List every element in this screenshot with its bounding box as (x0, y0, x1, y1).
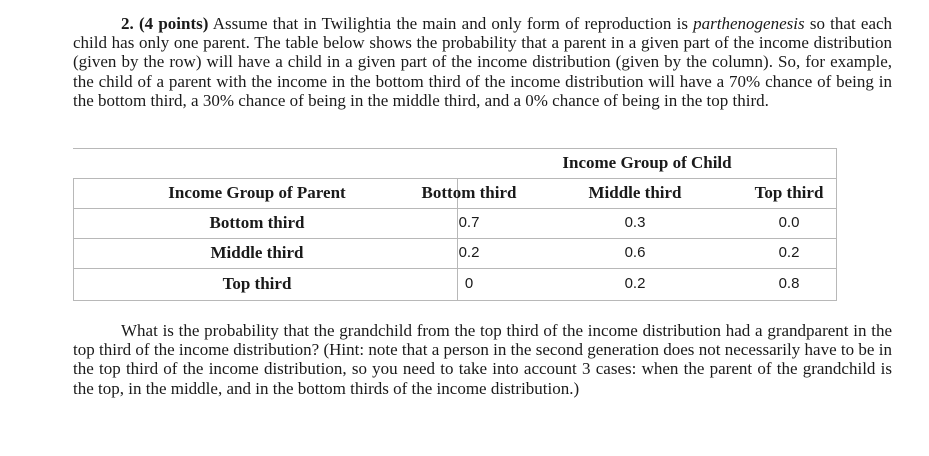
table-rule-header (73, 208, 837, 209)
row-label-top: Top third (222, 274, 292, 293)
table-rule-row1 (73, 238, 837, 239)
cell-middle-top: 0.2 (778, 244, 800, 261)
col-header-middle: Middle third (588, 183, 682, 202)
cell-middle-middle: 0.6 (624, 244, 646, 261)
table-rule-top (73, 148, 837, 149)
cell-top-bottom: 0 (464, 275, 474, 292)
col-header-bottom: Bottom third (421, 183, 517, 202)
intro-text-rest: so that each child has only one parent. The table below shows the probability that a parent in a given part of the income distribution (given by the row) will have a child in a given part of the income distribution (given by the column). So, for example, the child of a parent with the income in the bottom third of the income distribution will have a 70% chance of being in the bottom third, a 30% chance of being in the middle third, and a 0% chance of being in the top third. (73, 14, 893, 110)
cell-top-middle: 0.2 (624, 275, 646, 292)
table-rule-row2 (73, 268, 837, 269)
cell-top-top: 0.8 (778, 275, 800, 292)
col-header-top: Top third (754, 183, 824, 202)
child-group-header: Income Group of Child (562, 153, 732, 172)
row-label-middle: Middle third (210, 243, 304, 262)
cell-middle-bottom: 0.2 (458, 244, 480, 261)
question-followup: What is the probability that the grandchild from the top third of the income distribution had a grandparent in the top third of the income distribution? (Hint: note that a person in the second generation does not necessarily have to be in the top third of the income distribution, so you need to take into account 3 cases: when the parent of the grandchild is the top, in the middle, and in the bottom thirds of the income distribution.) (73, 321, 892, 398)
question-number: 2. (4 points) (121, 14, 209, 33)
emphasized-term: parthenogenesis (693, 14, 805, 33)
table-rule-bottom (73, 300, 837, 301)
question-intro (73, 14, 892, 110)
cell-bottom-bottom: 0.7 (458, 214, 480, 231)
cell-bottom-top: 0.0 (778, 214, 800, 231)
parent-group-header: Income Group of Parent (168, 183, 346, 202)
cell-bottom-middle: 0.3 (624, 214, 646, 231)
table-rule-group (73, 178, 837, 179)
transition-table (73, 148, 837, 300)
row-label-bottom: Bottom third (209, 213, 305, 232)
intro-text-start: Assume that in Twilightia the main and only form of reproduction is (212, 14, 688, 33)
